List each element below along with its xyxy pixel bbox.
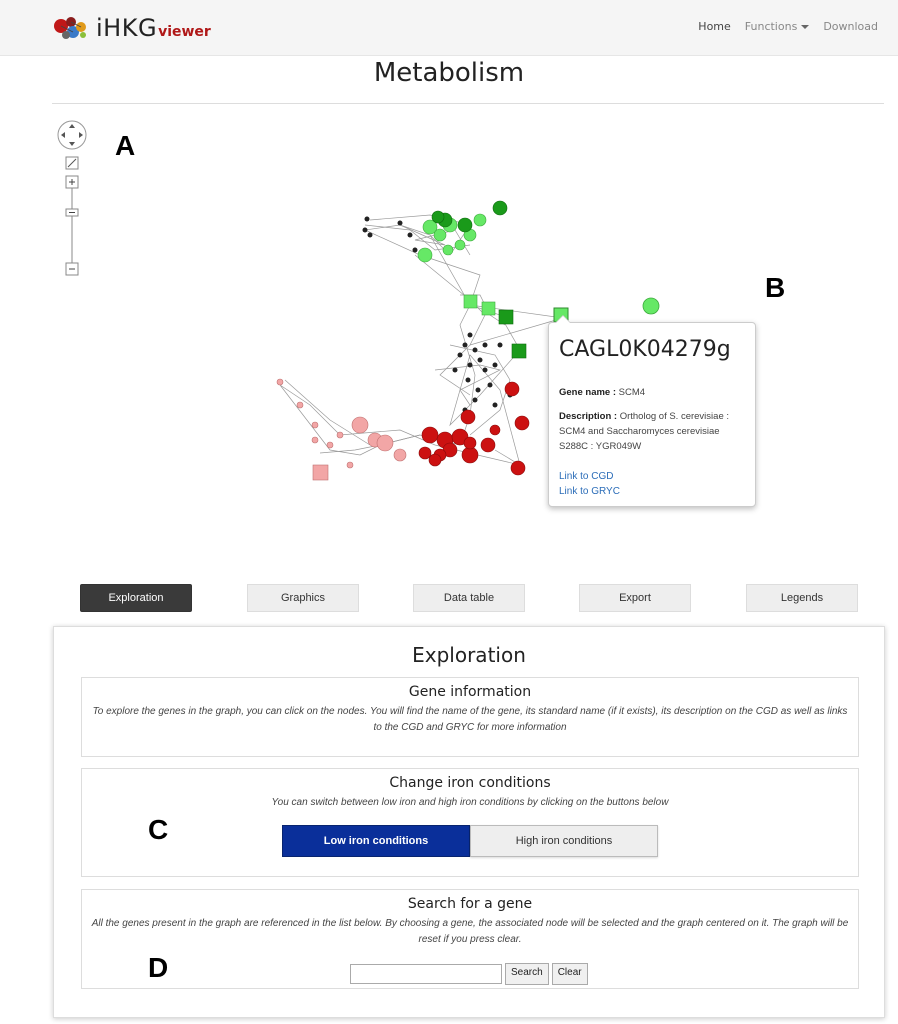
nav-links (698, 20, 878, 33)
nav-functions-dropdown[interactable] (745, 20, 810, 33)
tooltip-gene-name: SCM4 (618, 387, 646, 398)
navbar (0, 0, 898, 56)
nav-functions-label: Functions (744, 20, 798, 33)
tab-exploration[interactable]: Exploration (80, 584, 192, 612)
iron-conditions-card (81, 768, 859, 877)
search-gene-title: Search for a gene (407, 896, 533, 912)
tooltip-gene-name-label: Gene name : (559, 387, 617, 398)
nav-home-link[interactable]: Home (698, 20, 731, 33)
high-iron-button[interactable]: High iron conditions (470, 825, 658, 857)
link-to-gryc[interactable]: Link to GRYC (559, 486, 620, 497)
title-divider (52, 103, 884, 104)
fit-screen-icon[interactable] (66, 157, 78, 169)
gene-information-text: To explore the genes in the graph, you can click on the nodes. You will find the name of the gene, its standard name (if it exists), its description on the CGD as well as links to the CGD and GRYC for more information (92, 706, 848, 733)
iron-conditions-title: Change iron conditions (389, 775, 551, 791)
zoom-in-icon[interactable] (66, 176, 78, 188)
brand-suffix: viewer (158, 24, 211, 40)
tooltip-description-row (559, 409, 749, 454)
zoom-slider-handle[interactable] (66, 209, 78, 216)
search-button[interactable]: Search (505, 963, 549, 985)
tooltip-links (559, 469, 749, 499)
search-row (350, 963, 588, 985)
brand-name: iHKG (96, 14, 158, 42)
gene-tooltip (548, 322, 756, 507)
link-to-cgd[interactable]: Link to CGD (559, 471, 614, 482)
tooltip-gene-id: CAGL0K04279g (559, 337, 731, 362)
tab-legends[interactable]: Legends (746, 584, 858, 612)
graph-zoom-controls (57, 120, 87, 280)
exploration-title: Exploration (412, 643, 526, 667)
search-gene-text: All the genes present in the graph are referenced in the list below. By choosing a gene, the associated node will be selected and the graph centered on it. The graph will be reset if you press clear. (91, 918, 849, 945)
gene-information-card (81, 677, 859, 757)
brand-logo-icon (52, 13, 92, 43)
iron-toggle-group (282, 825, 658, 857)
figure-label-c: C (148, 814, 169, 845)
tooltip-gene-name-row (559, 385, 749, 400)
tooltip-arrow (555, 315, 571, 323)
figure-label-b: B (765, 272, 786, 303)
tab-export[interactable]: Export (579, 584, 691, 612)
tab-bar (0, 584, 898, 612)
clear-button[interactable]: Clear (552, 963, 588, 985)
exploration-panel (53, 626, 885, 1018)
brand[interactable] (52, 12, 211, 44)
tooltip-description: Ortholog of S. cerevisiae : SCM4 and Saccharomyces cerevisiae S288C : YGR049W (559, 411, 730, 452)
low-iron-button[interactable]: Low iron conditions (282, 825, 470, 857)
tab-data-table[interactable]: Data table (413, 584, 525, 612)
pan-control-icon[interactable] (58, 121, 86, 149)
zoom-out-icon[interactable] (66, 263, 78, 275)
iron-conditions-text: You can switch between low iron and high iron conditions by clicking on the buttons below (271, 797, 669, 808)
gene-information-title: Gene information (408, 684, 532, 700)
search-gene-card (81, 889, 859, 989)
gene-network-graph[interactable] (270, 195, 570, 495)
figure-label-d: D (148, 952, 169, 983)
page-title: Metabolism (373, 58, 525, 88)
nav-download-link[interactable]: Download (823, 20, 878, 33)
caret-down-icon (801, 25, 809, 29)
gene-search-input[interactable] (350, 964, 502, 984)
tab-graphics[interactable]: Graphics (247, 584, 359, 612)
tooltip-description-label: Description : (559, 411, 618, 422)
figure-label-a: A (115, 130, 136, 161)
selected-gene-node[interactable] (640, 296, 662, 318)
